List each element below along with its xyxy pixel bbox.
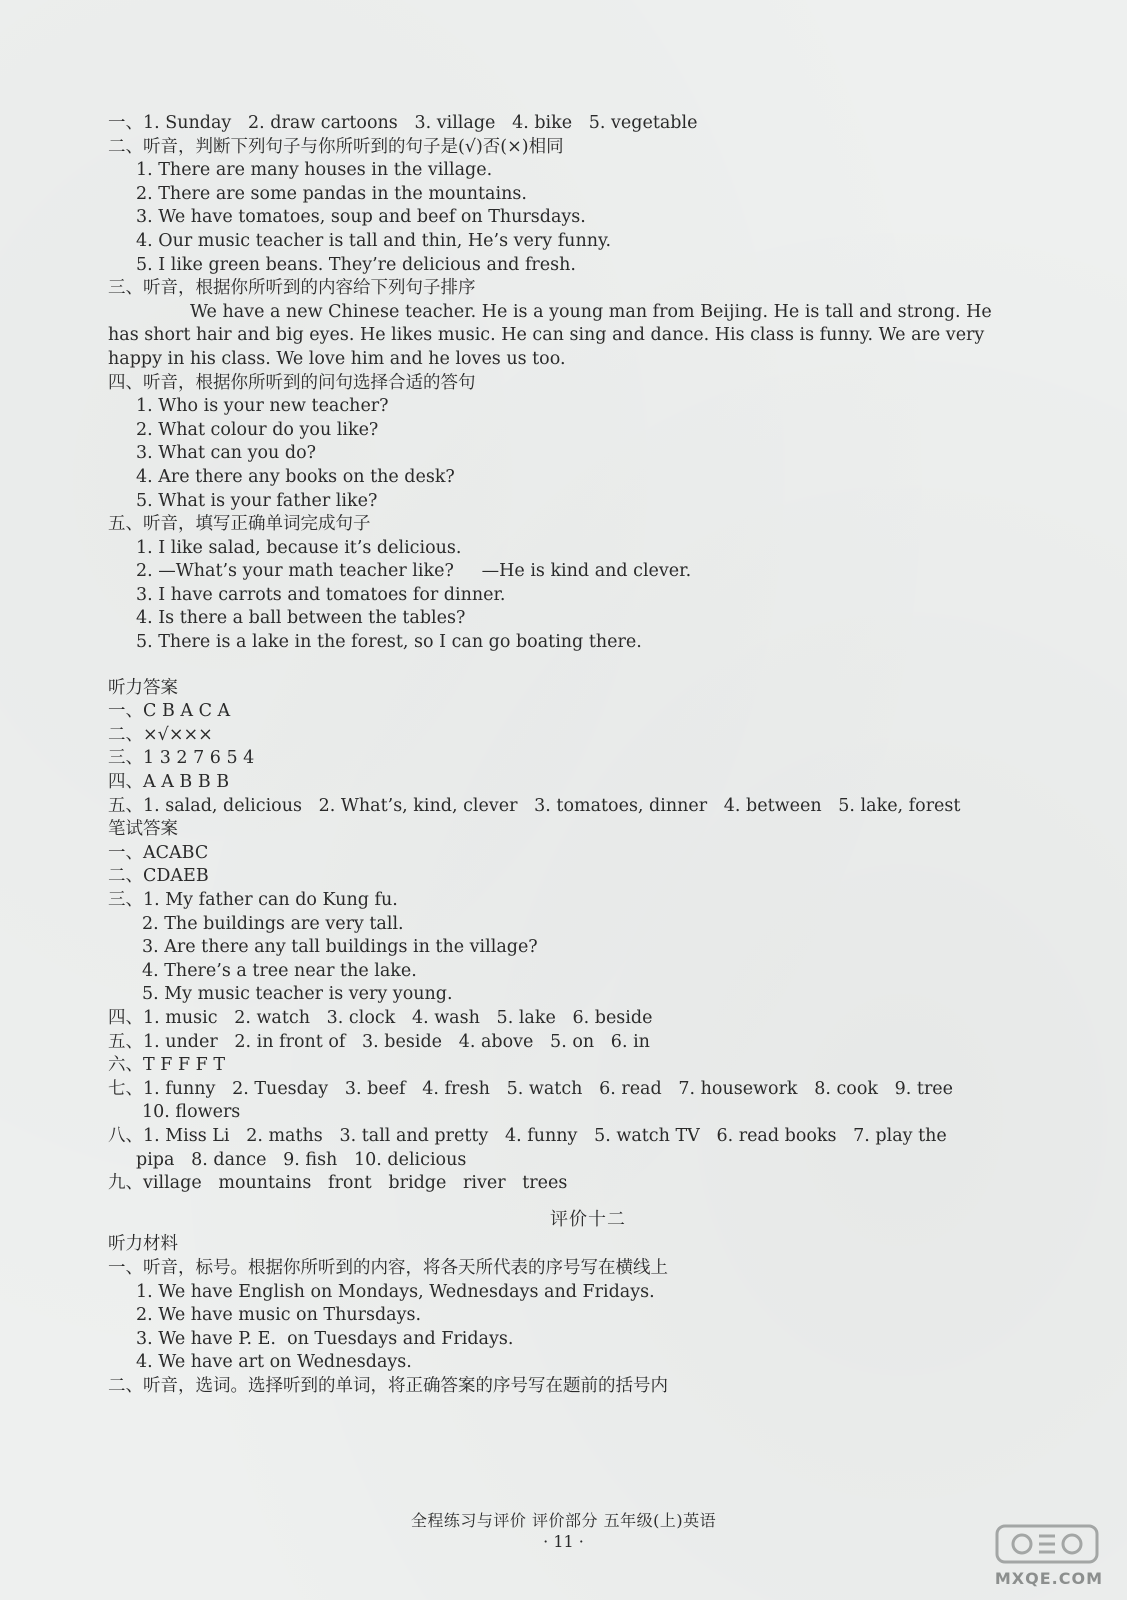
question: 5. What is your father like? bbox=[136, 490, 378, 511]
watermark-logo bbox=[977, 1522, 1117, 1592]
sentence: 3. I have carrots and tomatoes for dinner. bbox=[136, 584, 506, 605]
answer-line: 二、CDAEB bbox=[108, 866, 209, 887]
sentence: 2. There are some pandas in the mountains. bbox=[136, 183, 527, 204]
answer-line: 六、T F F F T bbox=[108, 1055, 226, 1076]
written-answers-title: 笔试答案 bbox=[108, 819, 178, 840]
spacer bbox=[108, 655, 1028, 677]
answer-line: 四、1. music 2. watch 3. clock 4. wash 5. lake 6. beside bbox=[108, 1007, 653, 1028]
listening-material-title: 听力材料 bbox=[108, 1234, 178, 1255]
sentence: 5. I like green beans. They’re delicious and fresh. bbox=[136, 254, 576, 275]
question: 4. Are there any books on the desk? bbox=[136, 466, 455, 487]
answer-line: 三、1 3 2 7 6 5 4 bbox=[108, 748, 255, 769]
question: 1. Who is your new teacher? bbox=[136, 396, 389, 417]
line-answer-1: 一、1. Sunday 2. draw cartoons 3. village 4. bike 5. vegetable bbox=[108, 113, 698, 133]
answer-line: 10. flowers bbox=[142, 1102, 241, 1123]
answer-line: 4. There’s a tree near the lake. bbox=[142, 960, 417, 981]
answer-line: 一、C B A C A bbox=[108, 701, 231, 722]
answer-line: 3. Are there any tall buildings in the village? bbox=[142, 937, 538, 958]
sentence: 3. We have P. E. on Tuesdays and Fridays. bbox=[136, 1328, 514, 1349]
question: 3. What can you do? bbox=[136, 443, 316, 464]
answer-line: pipa 8. dance 9. fish 10. delicious bbox=[136, 1149, 467, 1170]
section-heading: 五、听音，填写正确单词完成句子 bbox=[108, 514, 371, 535]
page-number: · 11 · bbox=[543, 1532, 584, 1551]
listening-answers-title: 听力答案 bbox=[108, 677, 178, 698]
answer-line: 三、1. My father can do Kung fu. bbox=[108, 890, 398, 910]
listening-paragraph: We have a new Chinese teacher. He is a young man from Beijing. He is tall and strong. He has short hair and big eyes. He likes music. He can sing and dance. His class is funny. We are very happy in his class. We love him and he loves us too. bbox=[108, 301, 992, 369]
sentence: 1. I like salad, because it’s delicious. bbox=[136, 537, 462, 558]
section-heading: 二、听音，判断下列句子与你所听到的句子是(√)否(×)相同 bbox=[108, 136, 564, 157]
answer-line: 五、1. under 2. in front of 3. beside 4. above 5. on 6. in bbox=[108, 1031, 650, 1052]
sentence: 4. We have art on Wednesdays. bbox=[136, 1352, 412, 1373]
answer-line: 五、1. salad, delicious 2. What’s, kind, clever 3. tomatoes, dinner 4. between 5. lake, forest bbox=[108, 795, 961, 816]
answer-line: 5. My music teacher is very young. bbox=[142, 984, 453, 1005]
sentence: 3. We have tomatoes, soup and beef on Thursdays. bbox=[136, 207, 586, 228]
sentence: 5. There is a lake in the forest, so I can go boating there. bbox=[136, 632, 642, 653]
section-heading: 四、听音，根据你所听到的问句选择合适的答句 bbox=[108, 372, 476, 393]
answer-line: 九、village mountains front bridge river trees bbox=[108, 1173, 568, 1194]
answer-line: 七、1. funny 2. Tuesday 3. beef 4. fresh 5. watch 6. read 7. housework 8. cook 9. tree bbox=[108, 1078, 954, 1099]
sentence: 2. —What’s your math teacher like? —He is kind and clever. bbox=[136, 561, 692, 582]
answer-line: 四、A A B B B bbox=[108, 772, 230, 793]
answer-line: 八、1. Miss Li 2. maths 3. tall and pretty 4. funny 5. watch TV 6. read books 7. play the bbox=[108, 1125, 947, 1146]
sentence: 1. There are many houses in the village. bbox=[136, 160, 493, 181]
section-heading: 二、听音，选词。选择听到的单词，将正确答案的序号写在题前的括号内 bbox=[108, 1375, 668, 1396]
footer-title: 全程练习与评价 评价部分 五年级(上)英语 bbox=[410, 1511, 717, 1530]
unit-title: 评价十二 bbox=[550, 1208, 626, 1230]
section-heading: 一、听音，标号。根据你所听到的内容，将各天所代表的序号写在横线上 bbox=[108, 1257, 668, 1278]
answer-key-content bbox=[108, 112, 1028, 1398]
answer-line: 一、ACABC bbox=[108, 842, 209, 863]
sentence: 4. Is there a ball between the tables? bbox=[136, 608, 466, 629]
answer-line: 2. The buildings are very tall. bbox=[142, 913, 404, 934]
question: 2. What colour do you like? bbox=[136, 419, 379, 440]
section-heading: 三、听音，根据你所听到的内容给下列句子排序 bbox=[108, 278, 476, 299]
answer-line: 二、×√××× bbox=[108, 724, 213, 745]
sentence: 2. We have music on Thursdays. bbox=[136, 1305, 422, 1326]
sentence: 4. Our music teacher is tall and thin, He’s very funny. bbox=[136, 230, 612, 251]
sentence: 1. We have English on Mondays, Wednesdays and Fridays. bbox=[136, 1281, 655, 1302]
watermark-text: MXQE.COM bbox=[994, 1569, 1103, 1588]
